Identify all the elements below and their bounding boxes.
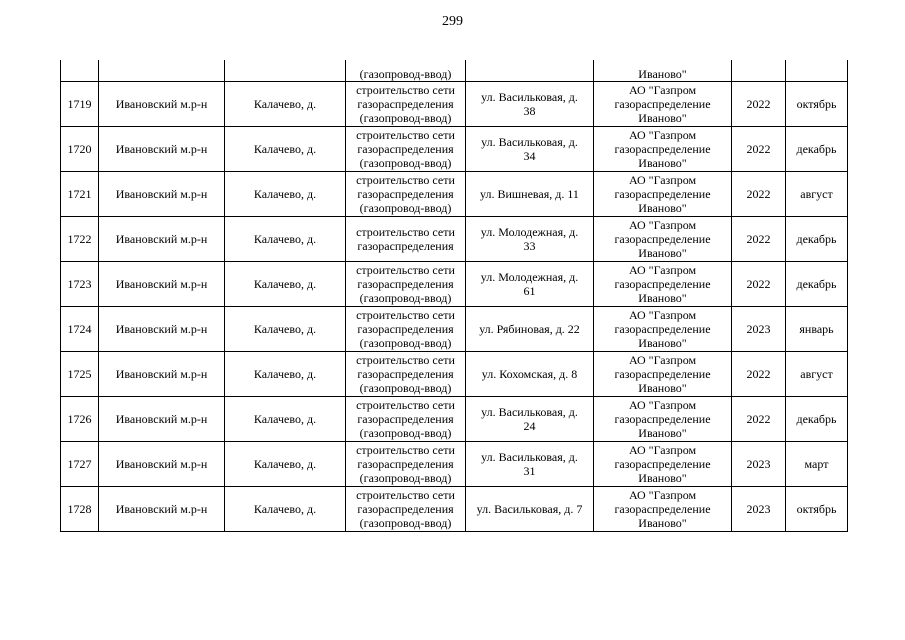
cell-org: АО "Газпром газораспределение Иваново" — [594, 307, 732, 352]
cell-district: Ивановский м.р-н — [99, 172, 225, 217]
cell-address: ул. Рябиновая, д. 22 — [466, 307, 594, 352]
cell-locality: Калачево, д. — [225, 487, 346, 532]
cell-work-type: (газопровод-ввод) — [346, 60, 466, 82]
cell-org: Иваново" — [594, 60, 732, 82]
cell-work-type: строительство сети газораспределения (газопровод-ввод) — [346, 442, 466, 487]
cell-locality: Калачево, д. — [225, 397, 346, 442]
cell-locality: Калачево, д. — [225, 442, 346, 487]
cell-month: октябрь — [786, 82, 848, 127]
table-row — [61, 442, 848, 487]
cell-num: 1727 — [61, 442, 99, 487]
cell-org: АО "Газпром газораспределение Иваново" — [594, 172, 732, 217]
cell-num: 1722 — [61, 217, 99, 262]
page-number: 299 — [442, 14, 463, 29]
cell-num: 1728 — [61, 487, 99, 532]
cell-month: август — [786, 172, 848, 217]
cell-num: 1721 — [61, 172, 99, 217]
cell-district — [99, 60, 225, 82]
cell-address: ул. Кохомская, д. 8 — [466, 352, 594, 397]
table-row — [61, 487, 848, 532]
cell-address — [466, 60, 594, 82]
cell-work-type: строительство сети газораспределения (газопровод-ввод) — [346, 262, 466, 307]
cell-work-type: строительство сети газораспределения (газопровод-ввод) — [346, 397, 466, 442]
cell-locality: Калачево, д. — [225, 352, 346, 397]
table-row — [61, 262, 848, 307]
cell-address: ул. Молодежная, д. 61 — [466, 262, 594, 307]
cell-org: АО "Газпром газораспределение Иваново" — [594, 442, 732, 487]
cell-year: 2022 — [732, 82, 786, 127]
cell-work-type: строительство сети газораспределения (газопровод-ввод) — [346, 82, 466, 127]
cell-locality: Калачево, д. — [225, 307, 346, 352]
cell-month: декабрь — [786, 262, 848, 307]
cell-address: ул. Васильковая, д. 24 — [466, 397, 594, 442]
cell-num: 1723 — [61, 262, 99, 307]
cell-year: 2022 — [732, 127, 786, 172]
cell-address: ул. Васильковая, д. 38 — [466, 82, 594, 127]
cell-month: декабрь — [786, 127, 848, 172]
cell-num — [61, 60, 99, 82]
cell-work-type: строительство сети газораспределения — [346, 217, 466, 262]
table-row-continuation — [61, 60, 848, 82]
cell-org: АО "Газпром газораспределение Иваново" — [594, 127, 732, 172]
cell-district: Ивановский м.р-н — [99, 82, 225, 127]
cell-district: Ивановский м.р-н — [99, 217, 225, 262]
cell-address: ул. Васильковая, д. 31 — [466, 442, 594, 487]
cell-district: Ивановский м.р-н — [99, 262, 225, 307]
cell-org: АО "Газпром газораспределение Иваново" — [594, 217, 732, 262]
cell-address: ул. Васильковая, д. 34 — [466, 127, 594, 172]
cell-year — [732, 60, 786, 82]
cell-locality: Калачево, д. — [225, 262, 346, 307]
cell-locality: Калачево, д. — [225, 127, 346, 172]
table-row — [61, 307, 848, 352]
table-row — [61, 397, 848, 442]
cell-address: ул. Молодежная, д. 33 — [466, 217, 594, 262]
cell-year: 2022 — [732, 172, 786, 217]
cell-work-type: строительство сети газораспределения (газопровод-ввод) — [346, 172, 466, 217]
cell-org: АО "Газпром газораспределение Иваново" — [594, 487, 732, 532]
cell-org: АО "Газпром газораспределение Иваново" — [594, 352, 732, 397]
cell-num: 1720 — [61, 127, 99, 172]
cell-locality: Калачево, д. — [225, 217, 346, 262]
cell-org: АО "Газпром газораспределение Иваново" — [594, 262, 732, 307]
cell-month: август — [786, 352, 848, 397]
table-body — [61, 60, 848, 532]
cell-district: Ивановский м.р-н — [99, 352, 225, 397]
cell-year: 2022 — [732, 262, 786, 307]
cell-work-type: строительство сети газораспределения (газопровод-ввод) — [346, 352, 466, 397]
cell-org: АО "Газпром газораспределение Иваново" — [594, 82, 732, 127]
cell-year: 2022 — [732, 217, 786, 262]
cell-year: 2023 — [732, 487, 786, 532]
cell-district: Ивановский м.р-н — [99, 307, 225, 352]
cell-org: АО "Газпром газораспределение Иваново" — [594, 397, 732, 442]
table-row — [61, 127, 848, 172]
cell-address: ул. Васильковая, д. 7 — [466, 487, 594, 532]
cell-year: 2022 — [732, 397, 786, 442]
cell-district: Ивановский м.р-н — [99, 442, 225, 487]
cell-work-type: строительство сети газораспределения (газопровод-ввод) — [346, 127, 466, 172]
cell-district: Ивановский м.р-н — [99, 127, 225, 172]
cell-month: декабрь — [786, 397, 848, 442]
cell-num: 1719 — [61, 82, 99, 127]
cell-locality — [225, 60, 346, 82]
cell-work-type: строительство сети газораспределения (газопровод-ввод) — [346, 487, 466, 532]
cell-year: 2023 — [732, 307, 786, 352]
cell-locality: Калачево, д. — [225, 172, 346, 217]
cell-year: 2022 — [732, 352, 786, 397]
cell-month — [786, 60, 848, 82]
cell-locality: Калачево, д. — [225, 82, 346, 127]
cell-address: ул. Вишневая, д. 11 — [466, 172, 594, 217]
table-row — [61, 217, 848, 262]
table-row — [61, 172, 848, 217]
cell-work-type: строительство сети газораспределения (газопровод-ввод) — [346, 307, 466, 352]
cell-num: 1726 — [61, 397, 99, 442]
cell-month: март — [786, 442, 848, 487]
gasification-table — [60, 60, 848, 532]
table-row — [61, 352, 848, 397]
cell-district: Ивановский м.р-н — [99, 487, 225, 532]
cell-month: январь — [786, 307, 848, 352]
cell-month: декабрь — [786, 217, 848, 262]
cell-month: октябрь — [786, 487, 848, 532]
cell-num: 1725 — [61, 352, 99, 397]
cell-district: Ивановский м.р-н — [99, 397, 225, 442]
table-row — [61, 82, 848, 127]
cell-num: 1724 — [61, 307, 99, 352]
cell-year: 2023 — [732, 442, 786, 487]
